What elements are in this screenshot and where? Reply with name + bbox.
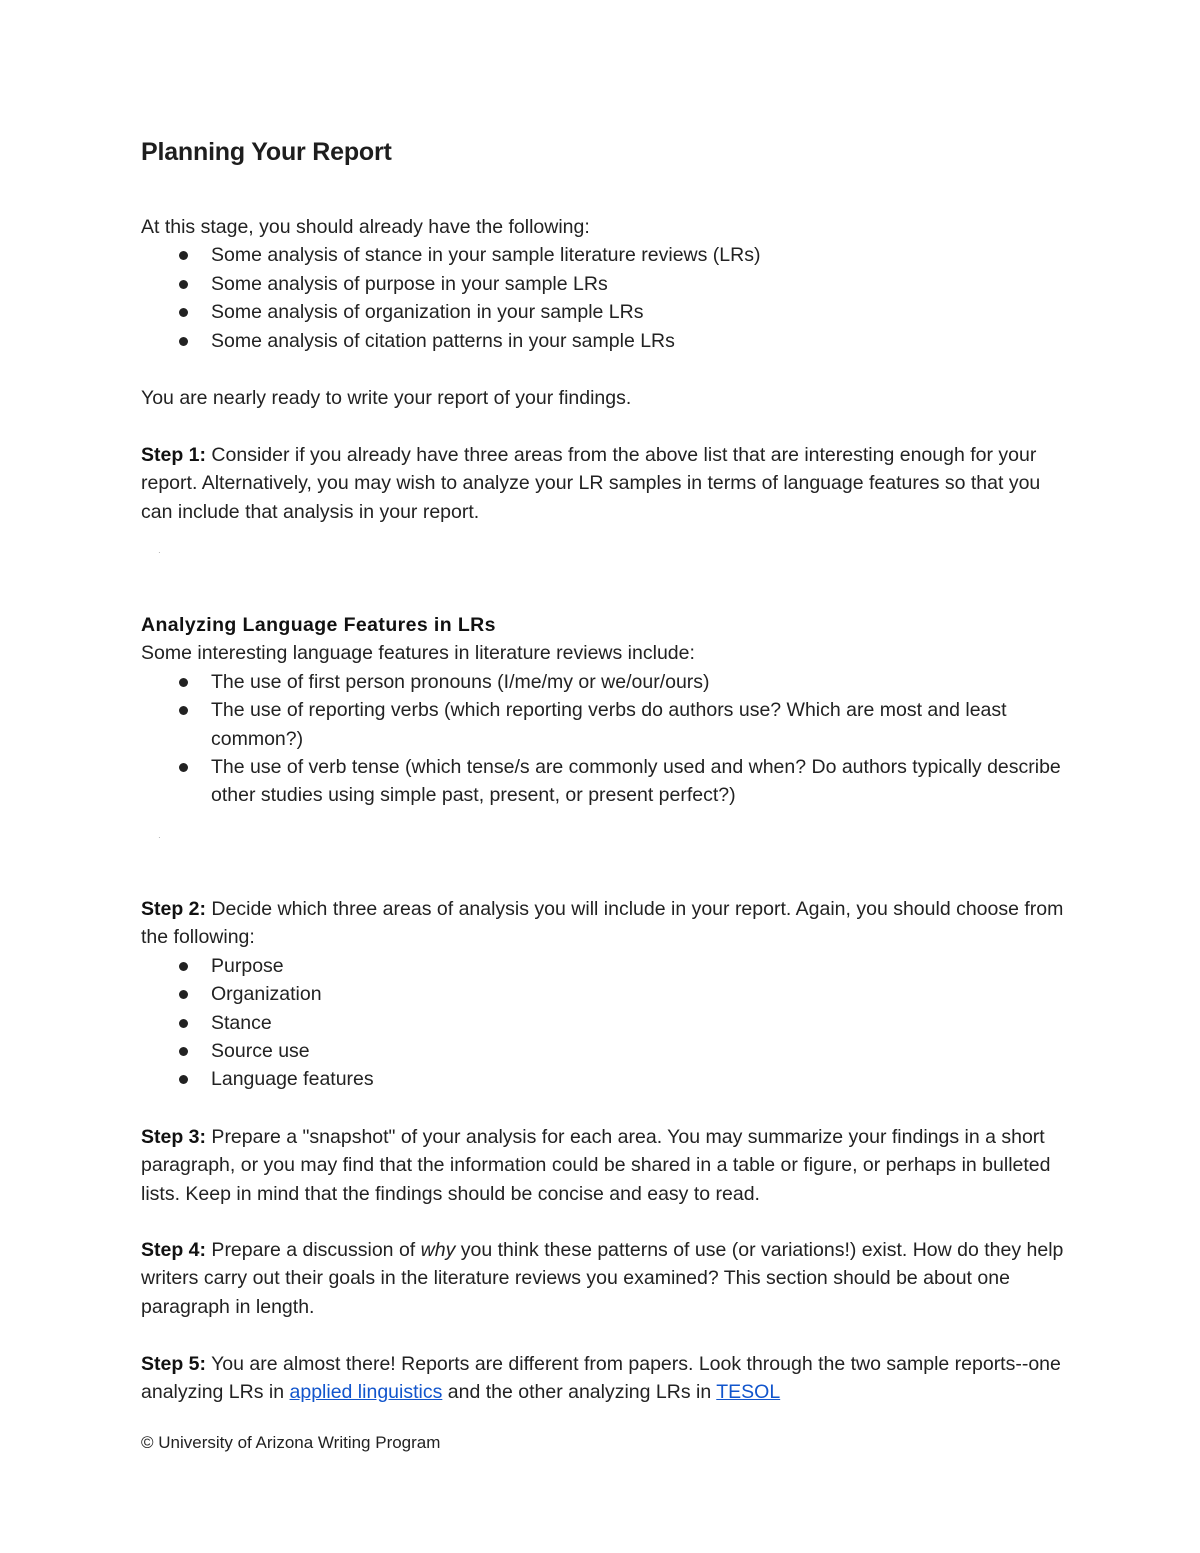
list-item: Organization <box>141 980 1071 1008</box>
copyright-footer: © University of Arizona Writing Program <box>141 1433 441 1452</box>
list-item: Stance <box>141 1009 1071 1037</box>
bullet-icon <box>179 990 188 999</box>
bullet-icon <box>179 678 188 687</box>
applied-linguistics-link[interactable]: applied linguistics <box>289 1381 443 1404</box>
step1-label: Step 1: <box>141 444 207 466</box>
step1-text: Consider if you already have three areas from the above list that are interesting enough for your report. Alternatively, you may wish to analyze your LR samples in terms of language features so that you can include that analysis in your report. <box>141 444 1041 523</box>
language-list <box>141 668 1071 810</box>
language-lead: Some interesting language features in literature reviews include: <box>141 642 695 665</box>
step4-paragraph: Step 4: Prepare a discussion of why you think these patterns of use (or variations!) exist. How do they help writers carry out their goals in the literature reviews you examined? This section should be about one paragraph in length. <box>141 1239 1064 1318</box>
step2-section <box>141 895 1071 1094</box>
list-item: The use of reporting verbs (which reporting verbs do authors use? Which are most and least common?) <box>141 696 1071 753</box>
bullet-icon <box>179 1019 188 1028</box>
emphasis-why: why <box>420 1239 456 1261</box>
step3-paragraph <box>141 1123 1071 1208</box>
page-title: Planning Your Report <box>141 138 392 166</box>
intro-list <box>141 241 1071 355</box>
intro-section <box>141 213 1071 355</box>
language-section <box>141 611 1071 810</box>
step2-text: Decide which three areas of analysis you will include in your report. Again, you should choose from the following: <box>141 898 1064 949</box>
list-item: Language features <box>141 1065 1071 1093</box>
empty-marker: · <box>158 833 161 842</box>
section-heading: Analyzing Language Features in LRs <box>141 614 496 636</box>
list-item: Some analysis of purpose in your sample LRs <box>141 270 1071 298</box>
list-item: Source use <box>141 1037 1071 1065</box>
bullet-icon <box>179 308 188 317</box>
list-item: Purpose <box>141 952 1071 980</box>
bullet-icon <box>179 706 188 715</box>
step5-label: Step 5: <box>141 1353 207 1375</box>
step1-paragraph <box>141 441 1071 526</box>
bullet-icon <box>179 1075 188 1084</box>
step3-text: Prepare a "snapshot" of your analysis for each area. You may summarize your findings in a short paragraph, or you may find that the information could be shared in a table or figure, or perhaps in bulleted lists. Keep in mind that the findings should be concise and easy to read. <box>141 1126 1051 1205</box>
list-item: Some analysis of stance in your sample literature reviews (LRs) <box>141 241 1071 269</box>
step2-label: Step 2: <box>141 898 207 920</box>
step3-label: Step 3: <box>141 1126 207 1148</box>
bullet-icon <box>179 763 188 772</box>
step4-label: Step 4: <box>141 1239 207 1261</box>
tesol-link[interactable]: TESOL <box>716 1381 781 1404</box>
empty-marker: · <box>158 548 161 557</box>
list-item: Some analysis of organization in your sample LRs <box>141 298 1071 326</box>
bullet-icon <box>179 1047 188 1056</box>
list-item: Some analysis of citation patterns in your sample LRs <box>141 327 1071 355</box>
intro-after: You are nearly ready to write your report of your findings. <box>141 387 632 409</box>
list-item: The use of verb tense (which tense/s are commonly used and when? Do authors typically describe other studies using simple past, present, or present perfect?) <box>141 753 1071 810</box>
list-item: The use of first person pronouns (I/me/my or we/our/ours) <box>141 668 1071 696</box>
step2-list <box>141 952 1071 1094</box>
bullet-icon <box>179 251 188 260</box>
step5-paragraph: Step 5: You are almost there! Reports are different from papers. Look through the two sample reports--one analyzing LRs in applied linguistics and the other analyzing LRs in TESOL <box>141 1353 1061 1404</box>
bullet-icon <box>179 962 188 971</box>
bullet-icon <box>179 280 188 289</box>
intro-lead: At this stage, you should already have the following: <box>141 216 590 238</box>
bullet-icon <box>179 337 188 346</box>
